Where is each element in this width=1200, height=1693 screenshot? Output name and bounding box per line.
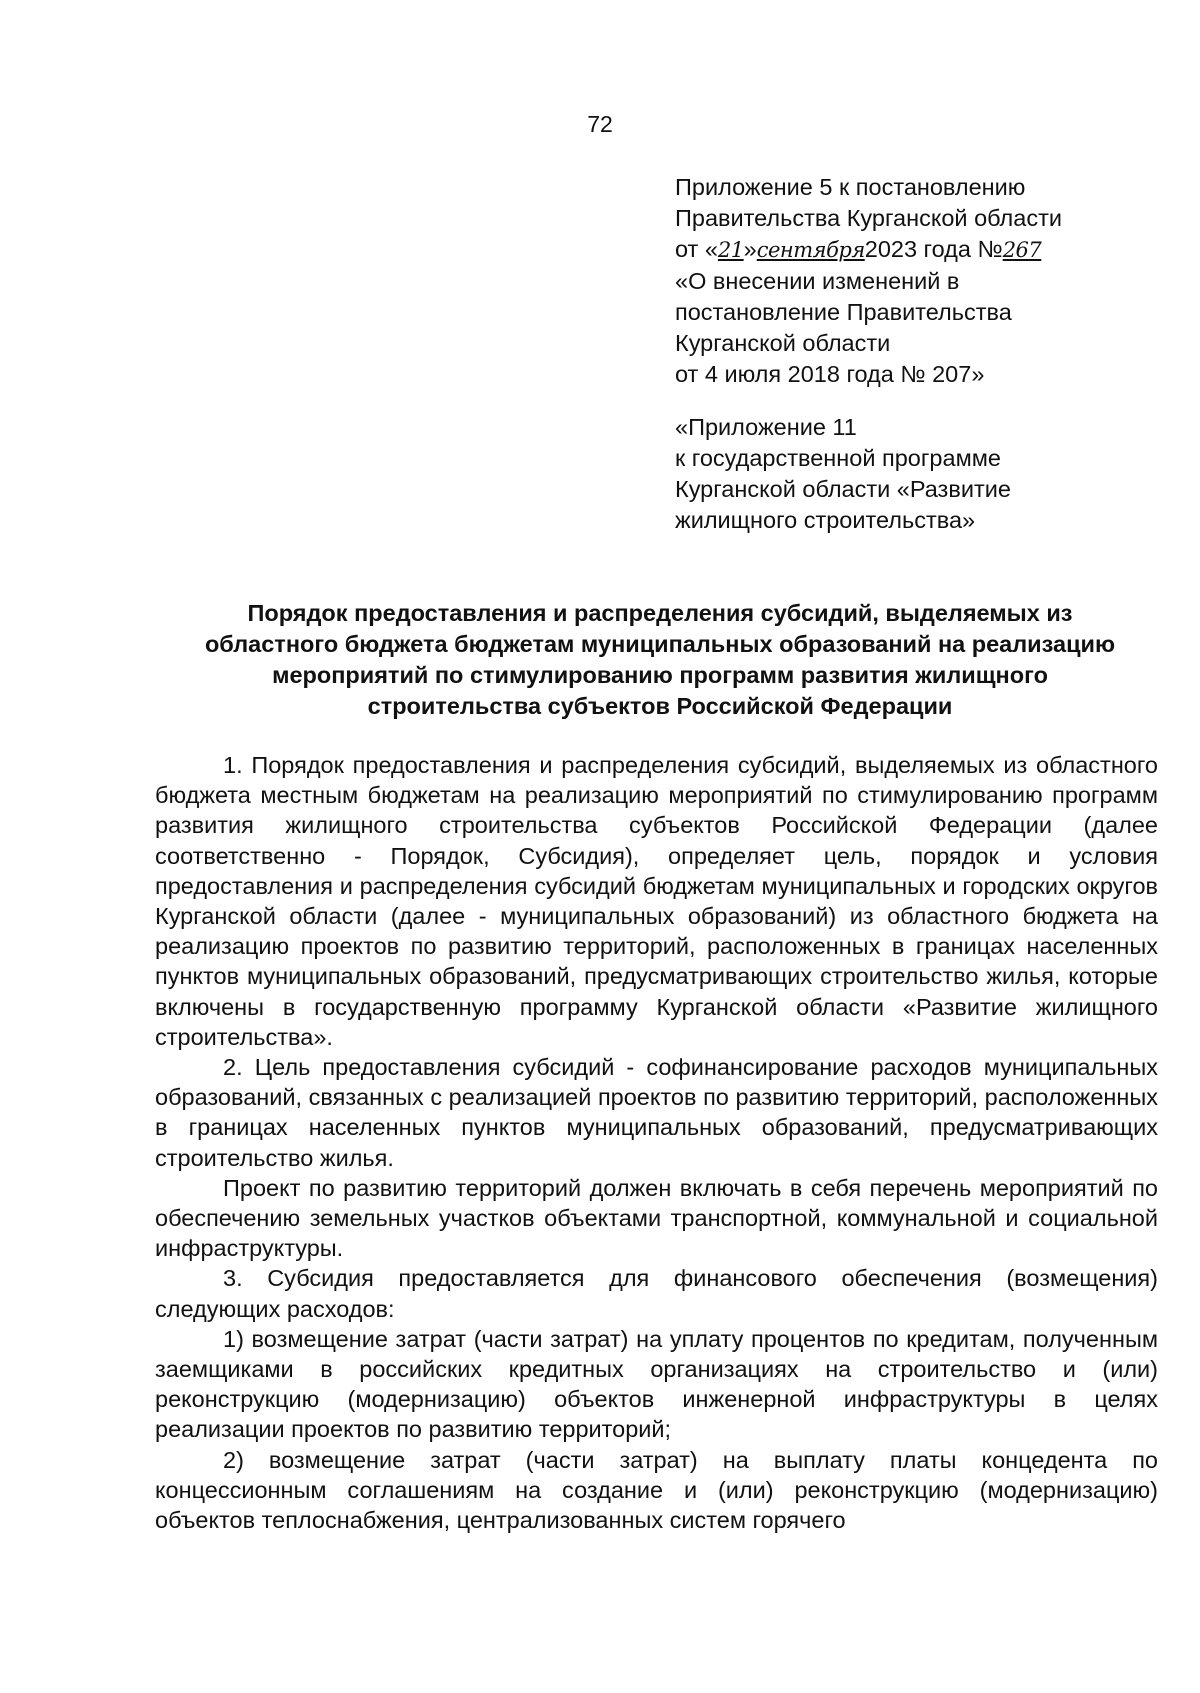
appendix-line-3 — [675, 234, 1155, 266]
appendix-line-2: Правительства Курганской области — [675, 205, 1062, 231]
program-reference — [675, 412, 1155, 536]
title-line-2: областного бюджета бюджетам муниципальных образований на реализацию — [204, 631, 1116, 657]
handwritten-month: сентября — [756, 238, 865, 262]
appendix-line-4: «О внесении изменений в — [675, 268, 960, 294]
title-line-4: строительства субъектов Российской Федерации — [367, 693, 953, 719]
paragraph-3: Проект по развитию территорий должен включать в себя перечень мероприятий по обеспечению земельных участков объектами транспортной, коммунальной и социальной инфраструктуры. — [155, 1174, 1158, 1262]
page-number: 72 — [587, 111, 613, 137]
paragraph-1: 1. Порядок предоставления и распределения субсидий, выделяемых из областного бюджета местным бюджетам на реализацию мероприятий по стимулированию программ развития жилищного строительства субъектов Российской Федерации (далее соответственно - Порядок, Субсидия), определяет цель, порядок и условия предоставления и распределения субсидий бюджетам муниципальных и городских округов Курганской области (далее - муниципальных образований) из областного бюджета на реализацию проектов по развитию территорий, расположенных в границах населенных пунктов муниципальных образований, предусматривающих строительство жилья, которые включены в государственную программу Курганской области «Развитие жилищного строительства». — [155, 752, 1158, 1050]
handwritten-number: 267 — [1002, 238, 1042, 262]
appendix-line-6: Курганской области — [675, 330, 891, 356]
appendix-line-7: от 4 июля 2018 года № 207» — [675, 361, 985, 387]
body-text — [155, 750, 1158, 1535]
program-ref-line-4: жилищного строительства» — [675, 507, 976, 533]
title-line-3: мероприятий по стимулированию программ развития жилищного — [272, 662, 1048, 688]
date-year: 2023 года № — [864, 236, 1003, 262]
paragraph-2: 2. Цель предоставления субсидий - софинансирование расходов муниципальных образований, связанных с реализацией проектов по развитию территорий, расположенных в границах населенных пунктов муниципальных образований, предусматривающих строительство жилья. — [155, 1054, 1158, 1171]
paragraph-6: 2) возмещение затрат (части затрат) на выплату платы концедента по концессионным соглашениям на создание и (или) реконструкцию (модернизацию) объектов теплоснабжения, централизованных систем горячего — [155, 1446, 1158, 1534]
date-prefix: от « — [675, 236, 718, 262]
program-ref-line-2: к государственной программе — [675, 445, 1001, 471]
appendix-header — [675, 172, 1155, 390]
paragraph-4: 3. Субсидия предоставляется для финансового обеспечения (возмещения) следующих расходов: — [155, 1265, 1158, 1322]
program-ref-line-1: «Приложение 11 — [675, 414, 857, 440]
appendix-line-5: постановление Правительства — [675, 299, 1012, 325]
title-line-1: Порядок предоставления и распределения субсидий, выделяемых из — [247, 600, 1073, 626]
program-ref-line-3: Курганской области «Развитие — [675, 476, 1011, 502]
date-quote: » — [743, 236, 757, 262]
handwritten-day: 21 — [717, 238, 744, 262]
paragraph-5: 1) возмещение затрат (части затрат) на уплату процентов по кредитам, полученным заемщиками в российских кредитных организациях на строительство и (или) реконструкцию (модернизацию) объектов инженерной инфраструктуры в целях реализации проектов по развитию территорий; — [155, 1325, 1158, 1443]
document-title — [140, 598, 1180, 722]
appendix-line-1: Приложение 5 к постановлению — [675, 174, 1026, 200]
